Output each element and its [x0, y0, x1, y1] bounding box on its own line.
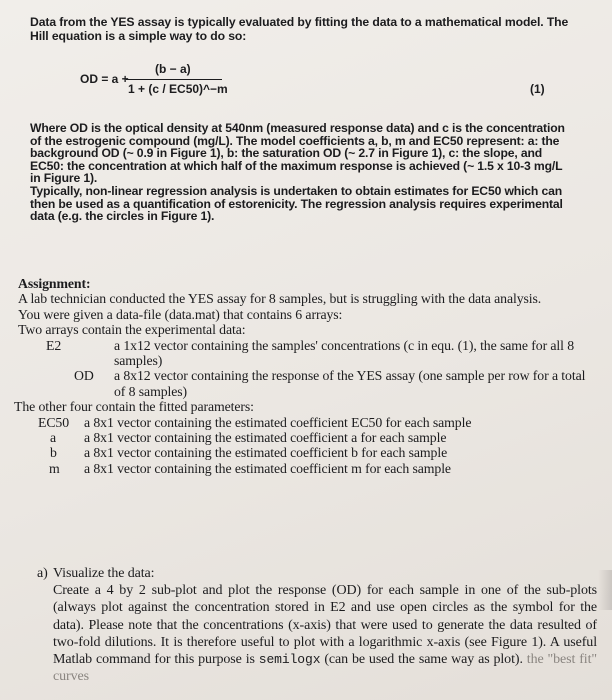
array-item-ec50	[18, 415, 593, 430]
model-description	[30, 122, 575, 223]
equation-denominator: 1 + (c / EC50)^−m	[128, 82, 228, 96]
array-name: m	[49, 460, 60, 476]
fitted-heading: The other four contain the fitted parameters:	[14, 399, 254, 415]
task-text-2: (can be used the same way as plot).	[324, 652, 523, 668]
array-item-a	[18, 430, 593, 445]
experimental-heading: Two arrays contain the experimental data:	[18, 322, 246, 338]
assignment-datafile: You were given a data-file (data.mat) that contains 6 arrays:	[18, 306, 343, 322]
array-item-b	[18, 445, 593, 460]
task-a	[37, 565, 597, 685]
equation-numerator: (b − a)	[155, 62, 191, 76]
task-text-1: Create a 4 by 2 sub-plot and plot the response (OD) for each sample in one of the sub-plots (always plot against the concentration stored in E2 and use open circles as the symbol for the data). Please note that the concentrations (x-axis) that were used to generate the data resulted of two-fold dilutions. It is therefore useful to plot with a logarithmic x-axis (see Figure 1). A useful Matlab command for this purpose is	[53, 583, 597, 668]
array-desc: a 8x1 vector containing the estimated coefficient a for each sample	[84, 430, 447, 446]
array-name: b	[50, 445, 57, 461]
array-desc: a 8x12 vector containing the response of the YES assay (one sample per row for a total of 8 samples)	[114, 368, 586, 399]
assignment-section	[14, 276, 593, 476]
hill-equation	[0, 60, 612, 110]
assignment-heading: Assignment:	[18, 276, 91, 291]
task-title: Visualize the data:	[53, 566, 155, 581]
array-name: E2	[46, 337, 62, 353]
task-body	[53, 565, 597, 685]
cutoff-text: the "best fit" curves	[53, 652, 597, 685]
array-item-e2	[18, 338, 593, 369]
task-text	[53, 582, 597, 685]
task-label: a)	[37, 566, 48, 581]
intro-text: Data from the YES assay is typically evaluated by fitting the data to a mathematical model. The Hill equation is a simple way to do so:	[30, 15, 569, 43]
array-name: a	[50, 430, 57, 446]
description-paragraph-1: Where OD is the optical density at 540nm (measured response data) and c is the concentration of the estrogenic compound (mg/L). The model coefficients a, b, m and EC50 represent: a: the background OD (~ 0.9 in Figure 1), b: the saturation OD (~ 2.7 in Figure 1), c: the slope, and EC50: the concentration at which half of the maximum response is achieved (~ 1.5 x 10-3 mg/L in Figure 1).	[30, 121, 565, 186]
array-item-od	[18, 368, 593, 399]
array-name: EC50	[38, 414, 70, 430]
array-desc: a 1x12 vector containing the samples' concentrations (c in equ. (1), the same for all 8 samples)	[114, 337, 575, 369]
array-desc: a 8x1 vector containing the estimated coefficient EC50 for each sample	[84, 414, 472, 430]
description-paragraph-2: Typically, non-linear regression analysis is undertaken to obtain estimates for EC50 which can then be used as a quantification of estorenicity. The regression analysis requires experimental data (e.g. the circles in Figure 1).	[30, 183, 563, 224]
matlab-command: semilogx	[258, 652, 321, 668]
array-item-m	[18, 461, 593, 476]
equation-number: (1)	[530, 82, 545, 96]
equation-lhs: OD = a +	[80, 72, 129, 86]
array-desc: a 8x1 vector containing the estimated coefficient m for each sample	[84, 460, 451, 476]
array-name: OD	[74, 368, 94, 384]
assignment-intro: A lab technician conducted the YES assay for 8 samples, but is struggling with the data analysis.	[18, 291, 542, 307]
fraction-bar	[126, 79, 222, 80]
page-edge-shadow	[598, 570, 612, 610]
array-desc: a 8x1 vector containing the estimated coefficient b for each sample	[84, 445, 448, 461]
